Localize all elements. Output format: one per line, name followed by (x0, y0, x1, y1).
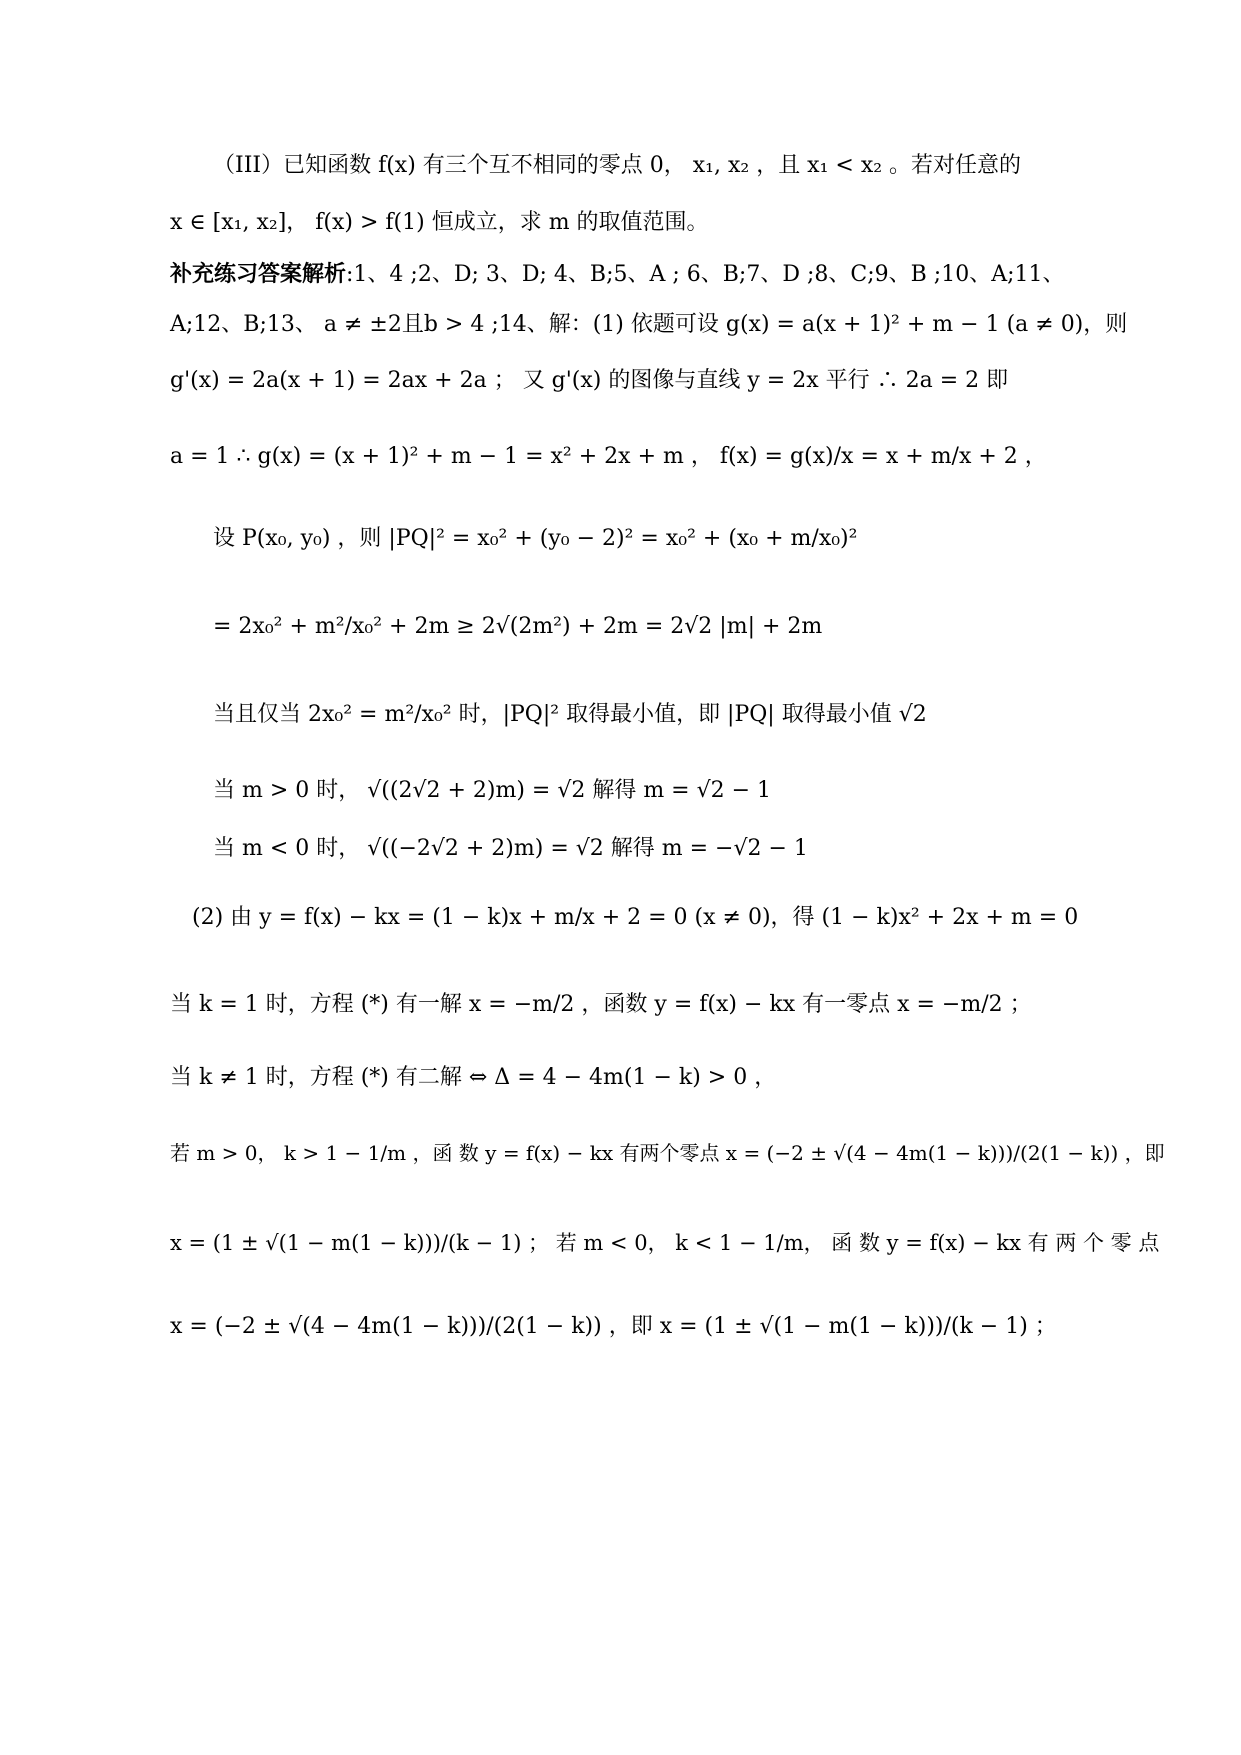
text-line-6: a = 1 ∴ g(x) = (x + 1)² + m − 1 = x² + 2x + m ， f(x) = g(x)/x = x + m/x + 2 ， (170, 444, 1047, 469)
text-line-10: 当 m > 0 时， √((2√2 + 2)m) = √2 解得 m = √2 − 1 (213, 778, 772, 803)
text-line-8: = 2x₀² + m²/x₀² + 2m ≥ 2√(2m²) + 2m = 2√2 |m| + 2m (213, 614, 823, 639)
text-line-4: A;12、B;13、 a ≠ ±2且b > 4 ;14、解：(1) 依题可设 g(x) = a(x + 1)² + m − 1 (a ≠ 0)，则 (170, 312, 1128, 337)
text-line-12: (2) 由 y = f(x) − kx = (1 − k)x + m/x + 2 = 0 (x ≠ 0)，得 (1 − k)x² + 2x + m = 0 (192, 905, 1079, 930)
text-line-7: 设 P(x₀, y₀) ，则 |PQ|² = x₀² + (y₀ − 2)² = x₀² + (x₀ + m/x₀)² (213, 526, 858, 551)
answer-list: :1、4 ;2、D; 3、D; 4、B;5、A ; 6、B;7、D ;8、C;9、B ;10、A;11、 (346, 262, 1065, 287)
text-line-17: x = (−2 ± √(4 − 4m(1 − k)))/(2(1 − k)) ，即 x = (1 ± √(1 − m(1 − k)))/(k − 1) ； (170, 1314, 1057, 1339)
text-line-11: 当 m < 0 时， √((−2√2 + 2)m) = √2 解得 m = −√2 − 1 (213, 836, 808, 861)
text-line-13: 当 k = 1 时，方程 (*) 有一解 x = −m/2 ，函数 y = f(x) − kx 有一零点 x = −m/2 ； (170, 992, 1032, 1017)
answer-section-label: 补充练习答案解析 (170, 262, 347, 287)
text-line-14: 当 k ≠ 1 时，方程 (*) 有二解 ⇔ Δ = 4 − 4m(1 − k) > 0 ， (170, 1065, 777, 1090)
text-line-2: x ∈ [x₁, x₂]， f(x) > f(1) 恒成立，求 m 的取值范围。 (170, 210, 709, 235)
text-line-1: （III）已知函数 f(x) 有三个互不相同的零点 0， x₁, x₂ ，且 x₁ < x₂ 。若对任意的 (213, 153, 1022, 178)
text-line-15: 若 m > 0， k > 1 − 1/m ，函 数 y = f(x) − kx 有两个零点 x = (−2 ± √(4 − 4m(1 − k)))/(2(1 − k)) ，即 (170, 1141, 1165, 1165)
text-line-5: g'(x) = 2a(x + 1) = 2ax + 2a ； 又 g'(x) 的图像与直线 y = 2x 平行 ∴ 2a = 2 即 (170, 368, 1009, 393)
text-line-3 (170, 260, 1065, 290)
text-line-16: x = (1 ± √(1 − m(1 − k)))/(k − 1) ； 若 m < 0， k < 1 − 1/m， 函 数 y = f(x) − kx 有 两 个 零 点 (170, 1231, 1160, 1255)
text-line-9: 当且仅当 2x₀² = m²/x₀² 时，|PQ|² 取得最小值，即 |PQ| 取得最小值 √2 (213, 702, 927, 727)
